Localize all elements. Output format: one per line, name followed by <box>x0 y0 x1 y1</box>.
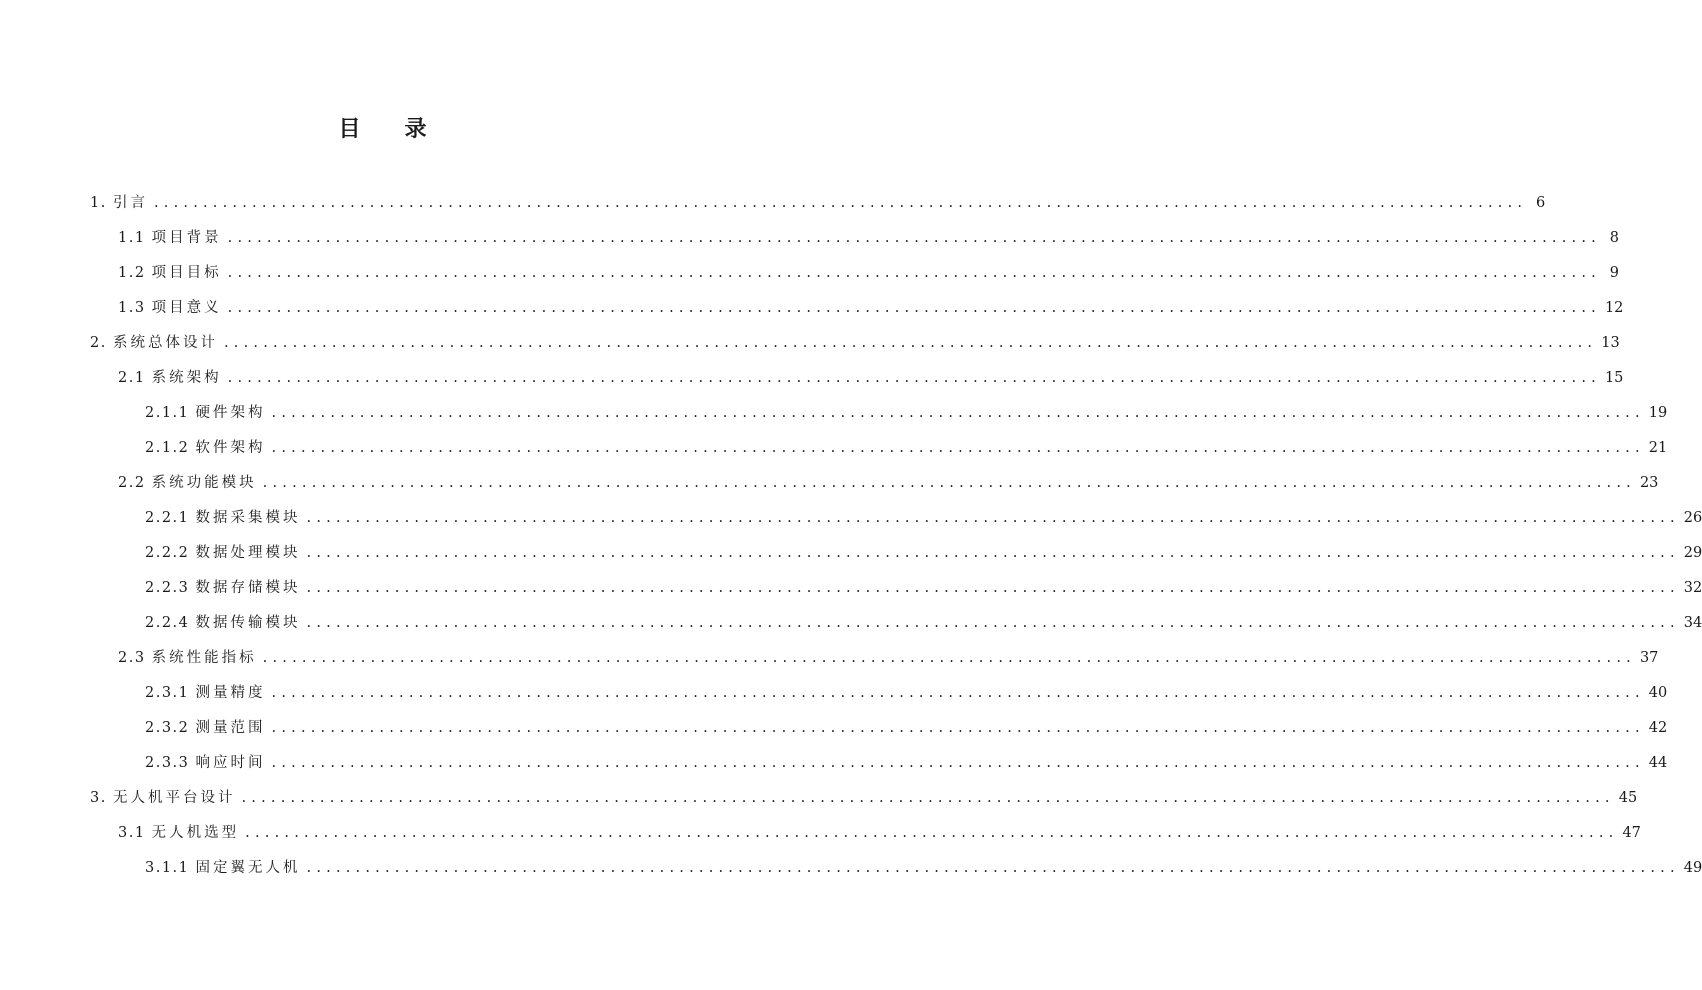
toc-entry[interactable] <box>90 536 1702 571</box>
toc-entry-label: 无人机平台设计 <box>112 790 236 806</box>
dot-leader: ............................................................................................................................................ <box>306 580 1680 596</box>
toc-entry-page: 19 <box>1648 405 1668 421</box>
toc-entry-page: 9 <box>1609 265 1619 281</box>
toc-entry-label: 系统架构 <box>151 370 222 386</box>
toc-entry-label: 系统总体设计 <box>112 335 218 351</box>
toc-entry[interactable] <box>90 466 1659 501</box>
toc-entry-label: 测量精度 <box>195 685 266 701</box>
dot-leader: ............................................................................................................................................ <box>306 860 1680 876</box>
toc-entry[interactable] <box>90 186 1546 221</box>
dot-leader: ............................................................................................................................................ <box>227 370 1601 386</box>
toc-entry-label: 响应时间 <box>195 755 266 771</box>
toc-entry-label: 项目目标 <box>151 265 222 281</box>
toc-entry-page: 45 <box>1618 790 1638 806</box>
toc-entry-number: 1.1 <box>118 230 152 246</box>
toc-entry-number: 1.3 <box>118 300 152 316</box>
dot-leader: ............................................................................................................................................ <box>153 195 1528 211</box>
toc-entry[interactable] <box>90 256 1619 291</box>
dot-leader: ............................................................................................................................................ <box>271 720 1645 736</box>
toc-entry-page: 37 <box>1639 650 1659 666</box>
dot-leader: ............................................................................................................................................ <box>271 685 1645 701</box>
dot-leader: ............................................................................................................................................ <box>223 335 1598 351</box>
toc-entry-page: 6 <box>1536 195 1546 211</box>
toc-entry-label: 测量范围 <box>195 720 266 736</box>
toc-entry-number: 2.1 <box>118 370 152 386</box>
toc-entry[interactable] <box>90 816 1641 851</box>
toc-entry[interactable] <box>90 676 1668 711</box>
toc-entry[interactable] <box>90 361 1624 396</box>
dot-leader: ............................................................................................................................................ <box>262 650 1636 666</box>
toc-entry-page: 32 <box>1683 580 1702 596</box>
toc-entry-page: 21 <box>1648 440 1668 456</box>
dot-leader: ............................................................................................................................................ <box>271 440 1645 456</box>
toc-entry-number: 2. <box>90 335 113 351</box>
toc-entry-page: 49 <box>1683 860 1702 876</box>
toc-entry-number: 1. <box>90 195 113 211</box>
dot-leader: ............................................................................................................................................ <box>245 825 1619 841</box>
toc-entry-number: 2.1.2 <box>145 440 196 456</box>
toc-entry-number: 2.3.1 <box>145 685 196 701</box>
toc-entry[interactable] <box>90 746 1668 781</box>
dot-leader: ............................................................................................................................................ <box>271 405 1645 421</box>
toc-entry-label: 系统性能指标 <box>151 650 257 666</box>
toc-entry[interactable] <box>90 781 1638 816</box>
dot-leader: ............................................................................................................................................ <box>227 300 1601 316</box>
toc-entry-page: 15 <box>1604 370 1624 386</box>
dot-leader: ............................................................................................................................................ <box>306 615 1680 631</box>
toc-entry[interactable] <box>90 641 1659 676</box>
toc-entry-label: 数据处理模块 <box>195 545 301 561</box>
dot-leader: ............................................................................................................................................ <box>306 545 1680 561</box>
toc-entry[interactable] <box>90 571 1702 606</box>
toc-entry-page: 40 <box>1648 685 1668 701</box>
dot-leader: ............................................................................................................................................ <box>271 755 1645 771</box>
dot-leader: ............................................................................................................................................ <box>262 475 1636 491</box>
toc-entry-number: 2.3.3 <box>145 755 196 771</box>
toc-entry-page: 47 <box>1622 825 1641 841</box>
toc-entry[interactable] <box>90 431 1668 466</box>
toc-entry-page: 8 <box>1609 230 1619 246</box>
toc-entry-page: 44 <box>1648 755 1668 771</box>
toc-entry[interactable] <box>90 326 1620 361</box>
toc-entry-page: 12 <box>1604 300 1624 316</box>
toc-entry[interactable] <box>90 606 1702 641</box>
toc-entry-number: 2.2 <box>118 475 152 491</box>
toc-entry-label: 数据传输模块 <box>195 615 301 631</box>
toc-entry[interactable] <box>90 291 1624 326</box>
toc-entry[interactable] <box>90 501 1702 536</box>
toc-title: 目 录 <box>338 117 427 142</box>
toc-entry-page: 34 <box>1683 615 1702 631</box>
toc-entry-number: 2.2.4 <box>145 615 196 631</box>
toc-entry-label: 无人机选型 <box>151 825 240 841</box>
toc-entry-label: 数据采集模块 <box>195 510 301 526</box>
toc-entry-number: 3. <box>90 790 113 806</box>
toc-entry[interactable] <box>90 711 1668 746</box>
toc-entry-page: 23 <box>1639 475 1659 491</box>
toc-entry-page: 26 <box>1683 510 1702 526</box>
toc-entry-label: 数据存储模块 <box>195 580 301 596</box>
dot-leader: ............................................................................................................................................ <box>241 790 1615 806</box>
dot-leader: ............................................................................................................................................ <box>227 265 1601 281</box>
toc-entry-number: 2.2.3 <box>145 580 196 596</box>
toc-entry-number: 2.1.1 <box>145 405 196 421</box>
toc-entry-number: 2.2.1 <box>145 510 196 526</box>
toc-entry-number: 1.2 <box>118 265 152 281</box>
toc-entry-number: 2.3 <box>118 650 152 666</box>
toc-entry-label: 硬件架构 <box>195 405 266 421</box>
dot-leader: ............................................................................................................................................ <box>306 510 1680 526</box>
toc-entry-number: 2.3.2 <box>145 720 196 736</box>
toc-entry-label: 项目意义 <box>151 300 222 316</box>
toc-entry-label: 项目背景 <box>151 230 222 246</box>
toc-entry[interactable] <box>90 221 1619 256</box>
toc-entry-page: 42 <box>1648 720 1668 736</box>
toc-entry[interactable] <box>90 396 1668 431</box>
toc-entry-page: 13 <box>1601 335 1620 351</box>
toc-entry-number: 3.1 <box>118 825 152 841</box>
toc-entry-number: 2.2.2 <box>145 545 196 561</box>
toc-entry-label: 软件架构 <box>195 440 266 456</box>
toc-entry-page: 29 <box>1683 545 1702 561</box>
toc-entry-label: 系统功能模块 <box>151 475 257 491</box>
toc-entry-label: 固定翼无人机 <box>195 860 301 876</box>
table-of-contents <box>90 186 1702 886</box>
toc-entry[interactable] <box>90 851 1702 886</box>
toc-entry-number: 3.1.1 <box>145 860 196 876</box>
dot-leader: ............................................................................................................................................ <box>227 230 1601 246</box>
toc-entry-label: 引言 <box>112 195 148 211</box>
